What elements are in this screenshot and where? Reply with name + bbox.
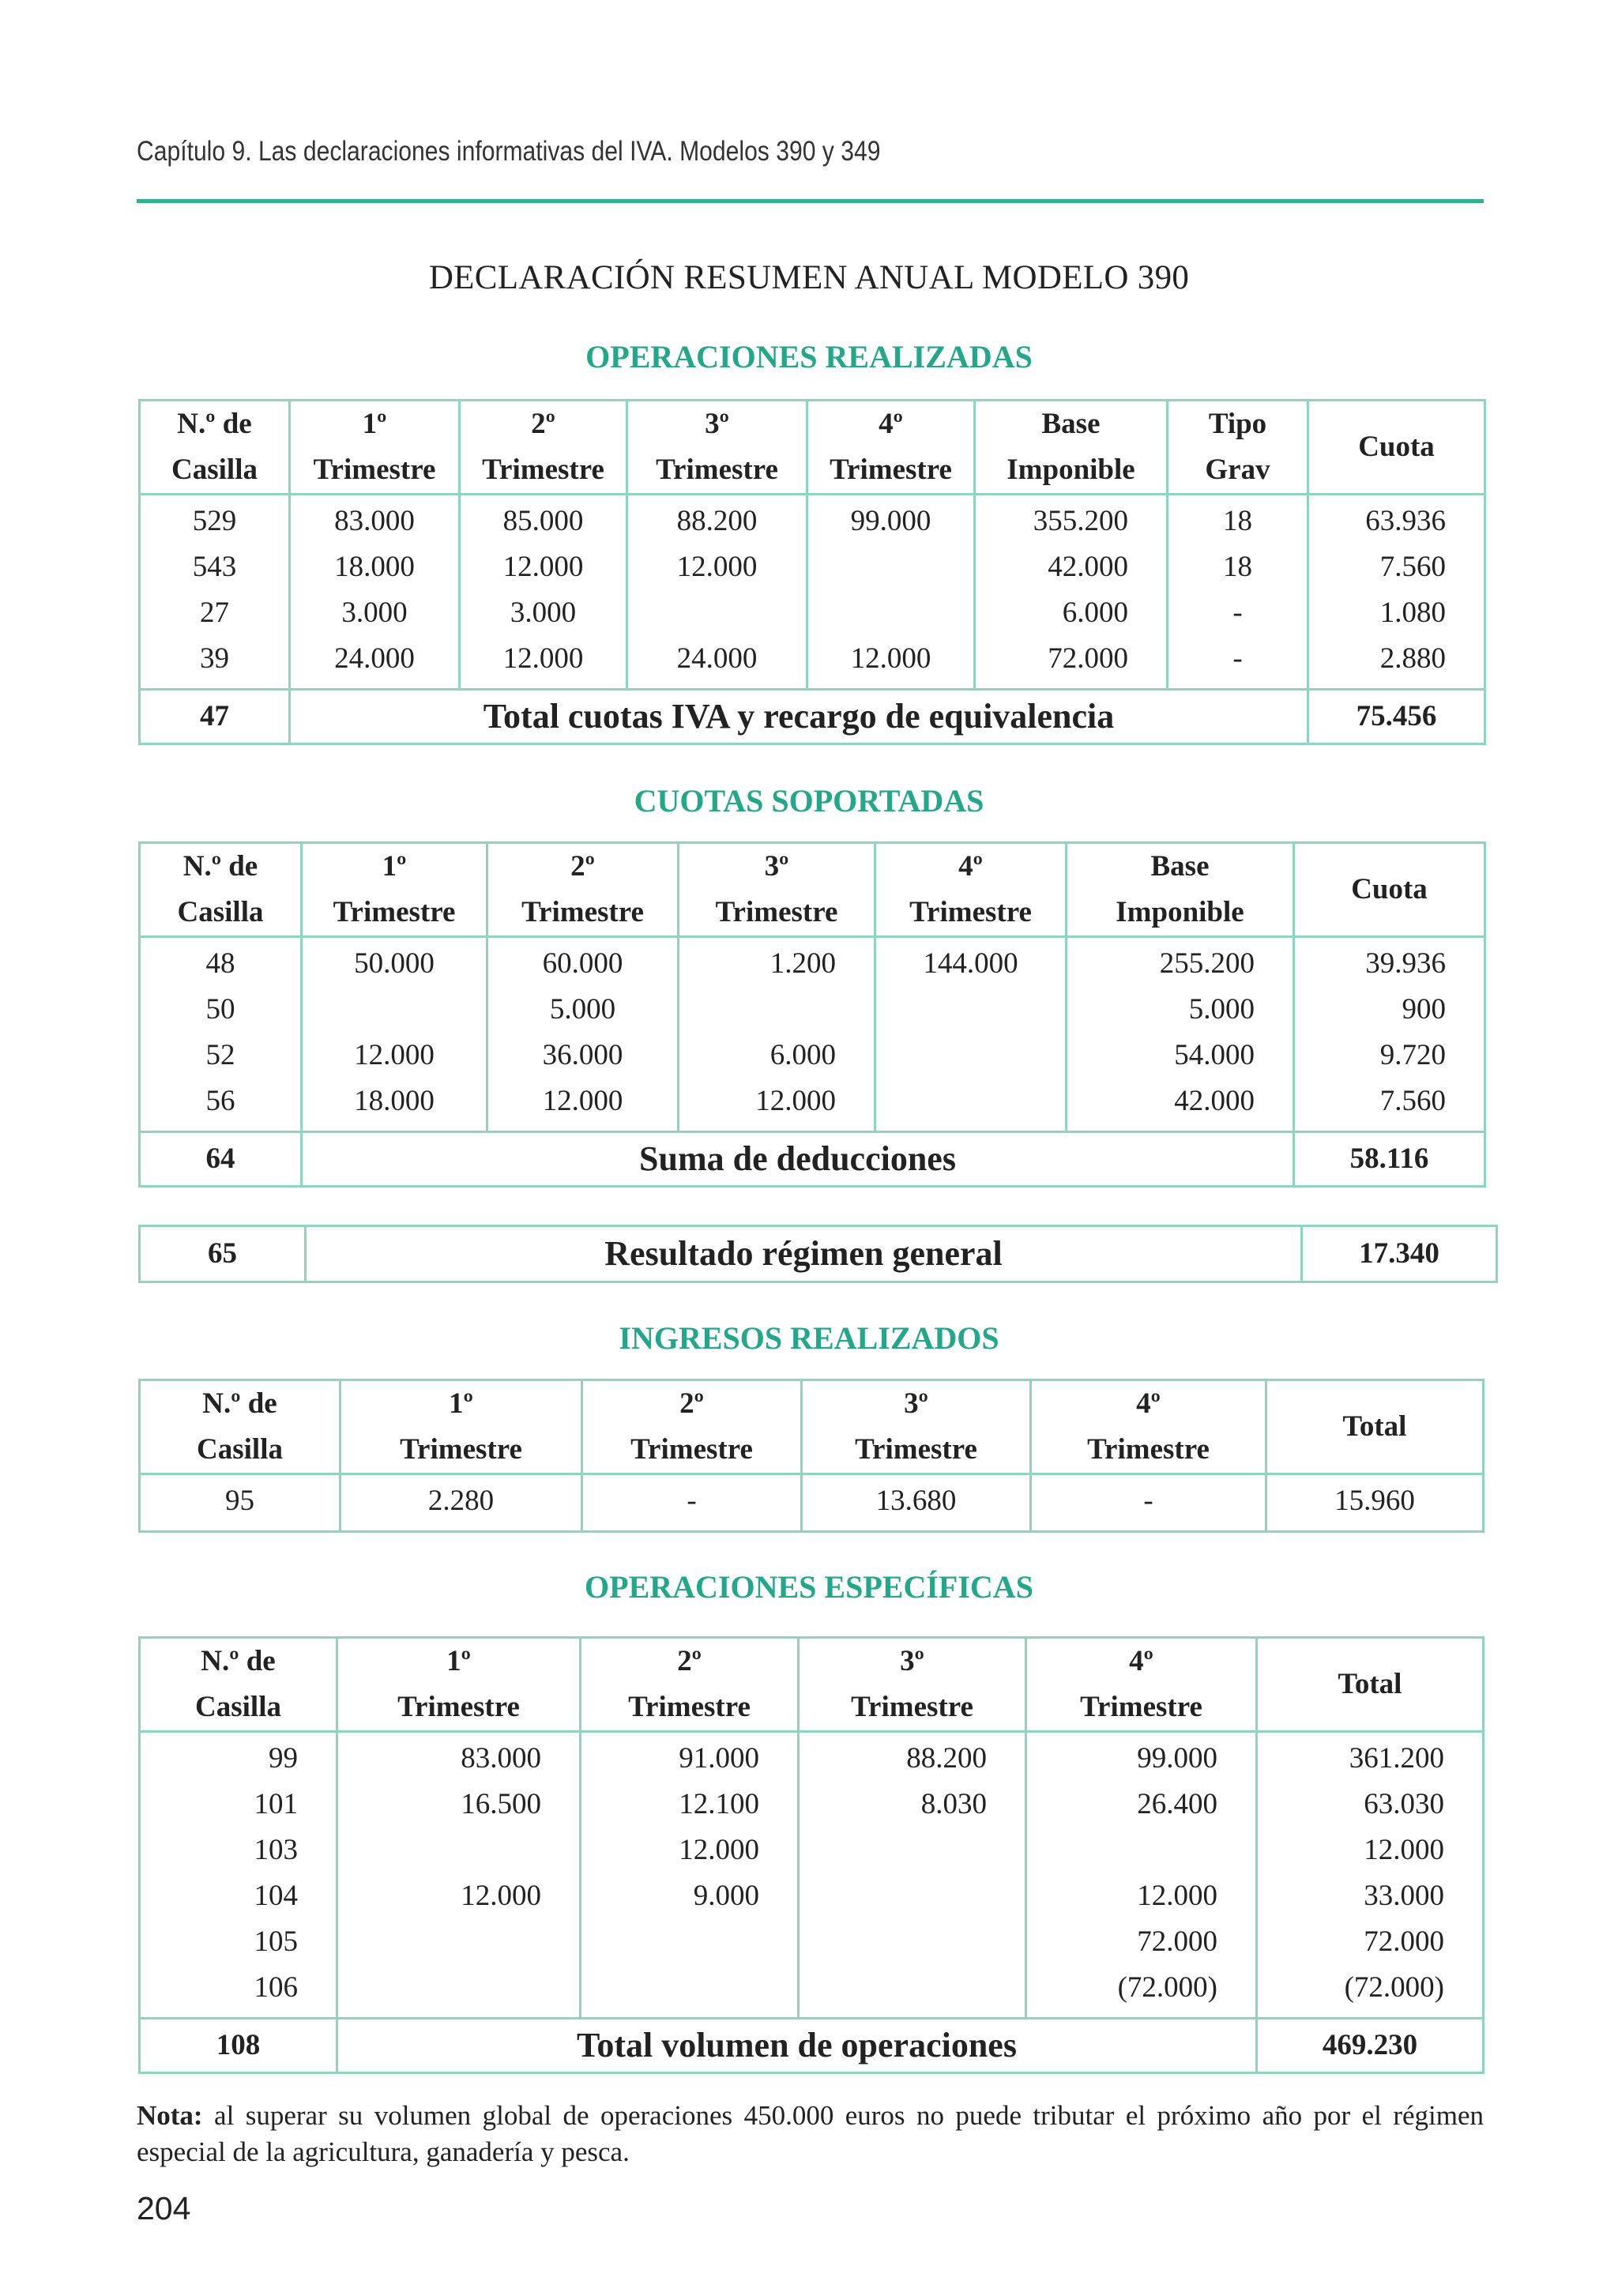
table-cell bbox=[799, 1965, 1026, 2019]
table-cell: 18.000 bbox=[302, 1078, 487, 1132]
table-cell bbox=[799, 1827, 1026, 1873]
column-header bbox=[140, 843, 302, 937]
page-number: 204 bbox=[137, 2190, 191, 2226]
table-cell: 95 bbox=[140, 1474, 341, 1532]
table-cell: 12.000 bbox=[337, 1873, 581, 1919]
table-cell bbox=[1026, 1827, 1257, 1873]
table-cell: 56 bbox=[140, 1078, 302, 1132]
table-cell bbox=[337, 1919, 581, 1965]
column-header-line: Trimestre bbox=[400, 1433, 522, 1466]
column-header bbox=[679, 843, 875, 937]
table-cell: 99.000 bbox=[807, 495, 975, 545]
table-cell: 18.000 bbox=[290, 544, 460, 590]
table-cell: 83.000 bbox=[290, 495, 460, 545]
column-header-line: 3º bbox=[900, 1645, 924, 1677]
column-header-line: Trimestre bbox=[830, 454, 952, 486]
table-cell bbox=[807, 590, 975, 636]
table-cell: 12.000 bbox=[487, 1078, 679, 1132]
table-cell: 6.000 bbox=[975, 590, 1168, 636]
column-header-line: Grav bbox=[1205, 454, 1270, 486]
resultado-regimen-general-box bbox=[138, 1225, 1498, 1283]
column-header bbox=[140, 401, 290, 495]
column-header-line: N.º de bbox=[182, 850, 258, 883]
column-header bbox=[802, 1380, 1031, 1474]
column-header-line: 3º bbox=[904, 1387, 928, 1420]
column-header-line: 4º bbox=[879, 408, 903, 440]
column-header-line: Casilla bbox=[195, 1691, 281, 1723]
total-value: 469.230 bbox=[1257, 2019, 1484, 2073]
column-header-line: Trimestre bbox=[851, 1691, 973, 1723]
document-title: DECLARACIÓN RESUMEN ANUAL MODELO 390 bbox=[428, 259, 1190, 296]
column-header-line: 4º bbox=[958, 850, 983, 883]
table-row bbox=[140, 1078, 1485, 1132]
header-rule bbox=[137, 199, 1484, 203]
column-header bbox=[1031, 1380, 1266, 1474]
table-row bbox=[140, 590, 1485, 636]
table-cell: 255.200 bbox=[1067, 937, 1294, 988]
column-header-line: Base bbox=[1150, 850, 1210, 883]
table-cell bbox=[875, 1033, 1067, 1078]
column-header bbox=[1026, 1638, 1257, 1732]
table-cell: 99 bbox=[140, 1732, 337, 1782]
table-cell: 12.000 bbox=[1026, 1873, 1257, 1919]
table-cell: 2.280 bbox=[341, 1474, 582, 1532]
table-cell: 36.000 bbox=[487, 1033, 679, 1078]
column-header bbox=[1308, 401, 1485, 495]
column-header bbox=[290, 401, 460, 495]
table-cell: 12.000 bbox=[460, 544, 627, 590]
table-cell: 39 bbox=[140, 636, 290, 690]
table-cell: 5.000 bbox=[487, 987, 679, 1033]
column-header-line: Cuota bbox=[1358, 431, 1435, 463]
table-row bbox=[140, 1033, 1485, 1078]
column-header-line: 4º bbox=[1136, 1387, 1161, 1420]
table-cell: 12.100 bbox=[581, 1782, 799, 1827]
total-label: Suma de deducciones bbox=[302, 1132, 1294, 1187]
table-cell: 72.000 bbox=[1026, 1919, 1257, 1965]
table-row bbox=[140, 1782, 1484, 1827]
column-header-line: 1º bbox=[382, 850, 407, 883]
table-cell bbox=[799, 1873, 1026, 1919]
table-cell bbox=[581, 1919, 799, 1965]
section-title-ingresos-realizados: INGRESOS REALIZADOS bbox=[619, 1320, 999, 1356]
column-header-line: 3º bbox=[705, 408, 729, 440]
column-header-line: Base bbox=[1041, 408, 1101, 440]
column-header-line: Casilla bbox=[197, 1433, 283, 1466]
column-header bbox=[302, 843, 487, 937]
column-header-line: 1º bbox=[446, 1645, 471, 1677]
column-header-line: Trimestre bbox=[333, 896, 456, 928]
column-header bbox=[1266, 1380, 1484, 1474]
table-cell: 27 bbox=[140, 590, 290, 636]
table-cell: 355.200 bbox=[975, 495, 1168, 545]
table-cell: 24.000 bbox=[627, 636, 807, 690]
operaciones-especificas-table bbox=[138, 1636, 1484, 2074]
column-header-line: 2º bbox=[679, 1387, 704, 1420]
column-header bbox=[140, 1380, 341, 1474]
table-cell: 72.000 bbox=[975, 636, 1168, 690]
table-cell: 63.030 bbox=[1257, 1782, 1484, 1827]
table-cell bbox=[807, 544, 975, 590]
column-header-line: 1º bbox=[449, 1387, 473, 1420]
column-header-line: 3º bbox=[764, 850, 789, 883]
table-cell: 9.720 bbox=[1294, 1033, 1485, 1078]
section-title-operaciones-realizadas: OPERACIONES REALIZADAS bbox=[585, 339, 1033, 375]
table-cell: 900 bbox=[1294, 987, 1485, 1033]
column-header-line: Casilla bbox=[177, 896, 264, 928]
table-row bbox=[140, 1873, 1484, 1919]
column-header-line: Trimestre bbox=[1087, 1433, 1210, 1466]
table-cell: 2.880 bbox=[1308, 636, 1485, 690]
column-header-line: 2º bbox=[531, 408, 555, 440]
column-header-line: Trimestre bbox=[521, 896, 644, 928]
table-cell: 72.000 bbox=[1257, 1919, 1484, 1965]
table-cell: 105 bbox=[140, 1919, 337, 1965]
header-row bbox=[140, 1638, 1484, 1732]
column-header bbox=[337, 1638, 581, 1732]
table-cell bbox=[581, 1965, 799, 2019]
table-cell: 42.000 bbox=[1067, 1078, 1294, 1132]
header-row bbox=[140, 401, 1485, 495]
column-header bbox=[460, 401, 627, 495]
operaciones-realizadas-table bbox=[138, 399, 1486, 745]
column-header bbox=[875, 843, 1067, 937]
column-header bbox=[1067, 843, 1294, 937]
table-row bbox=[140, 495, 1485, 545]
note-text: al superar su volumen global de operaciones 450.000 euros no puede tributar el próximo año por el régimen especial de la agricultura, ganadería y pesca. bbox=[137, 2100, 1484, 2167]
table-cell: 529 bbox=[140, 495, 290, 545]
table-cell bbox=[302, 987, 487, 1033]
running-header: Capítulo 9. Las declaraciones informativas del IVA. Modelos 390 y 349 bbox=[137, 136, 881, 167]
column-header bbox=[1168, 401, 1308, 495]
table-cell: 106 bbox=[140, 1965, 337, 2019]
table-cell: 50 bbox=[140, 987, 302, 1033]
table-cell: 3.000 bbox=[460, 590, 627, 636]
table-cell: 42.000 bbox=[975, 544, 1168, 590]
table-cell bbox=[627, 590, 807, 636]
column-header-line: N.º de bbox=[177, 408, 252, 440]
column-header-line: 2º bbox=[570, 850, 595, 883]
table-cell: 144.000 bbox=[875, 937, 1067, 988]
column-header-line: 4º bbox=[1129, 1645, 1153, 1677]
table-cell: 39.936 bbox=[1294, 937, 1485, 988]
total-casilla: 64 bbox=[140, 1132, 302, 1187]
cuotas-soportadas-table bbox=[138, 841, 1486, 1188]
section-title-cuotas-soportadas: CUOTAS SOPORTADAS bbox=[634, 783, 984, 819]
table-cell: 91.000 bbox=[581, 1732, 799, 1782]
table-cell: 12.000 bbox=[1257, 1827, 1484, 1873]
column-header-line: 2º bbox=[677, 1645, 702, 1677]
column-header-line: Tipo bbox=[1208, 408, 1267, 440]
column-header-line: Imponible bbox=[1116, 896, 1244, 928]
table-cell: 6.000 bbox=[679, 1033, 875, 1078]
total-row bbox=[140, 1132, 1485, 1187]
table-cell: - bbox=[1031, 1474, 1266, 1532]
total-casilla: 47 bbox=[140, 690, 290, 744]
table-cell: 104 bbox=[140, 1873, 337, 1919]
table-cell: 83.000 bbox=[337, 1732, 581, 1782]
table-row bbox=[140, 636, 1485, 690]
table-cell: 9.000 bbox=[581, 1873, 799, 1919]
column-header bbox=[1294, 843, 1485, 937]
total-row bbox=[140, 690, 1485, 744]
column-header-line: Total bbox=[1338, 1668, 1402, 1700]
header-row bbox=[140, 843, 1485, 937]
ingresos-realizados-table bbox=[138, 1379, 1484, 1533]
total-row bbox=[140, 2019, 1484, 2073]
table-row bbox=[140, 1827, 1484, 1873]
table-row bbox=[140, 1474, 1484, 1532]
table-cell: 7.560 bbox=[1294, 1078, 1485, 1132]
column-header-line: Trimestre bbox=[313, 454, 436, 486]
table-cell: 63.936 bbox=[1308, 495, 1485, 545]
column-header bbox=[807, 401, 975, 495]
table-cell: 88.200 bbox=[627, 495, 807, 545]
table-cell: 3.000 bbox=[290, 590, 460, 636]
table-cell: 99.000 bbox=[1026, 1732, 1257, 1782]
column-header bbox=[1257, 1638, 1484, 1732]
column-header bbox=[487, 843, 679, 937]
table-cell bbox=[337, 1965, 581, 2019]
column-header-line: Trimestre bbox=[1080, 1691, 1202, 1723]
column-header bbox=[975, 401, 1168, 495]
column-header-line: Trimestre bbox=[630, 1433, 753, 1466]
table-cell: 54.000 bbox=[1067, 1033, 1294, 1078]
table-cell: 18 bbox=[1168, 544, 1308, 590]
table-cell: 24.000 bbox=[290, 636, 460, 690]
table-cell: 33.000 bbox=[1257, 1873, 1484, 1919]
table-row bbox=[140, 1732, 1484, 1782]
column-header bbox=[627, 401, 807, 495]
table-cell bbox=[679, 987, 875, 1033]
table-cell: 60.000 bbox=[487, 937, 679, 988]
table-row bbox=[140, 937, 1485, 988]
total-value: 75.456 bbox=[1308, 690, 1485, 744]
column-header-line: Trimestre bbox=[909, 896, 1032, 928]
table-cell: 18 bbox=[1168, 495, 1308, 545]
table-row bbox=[140, 987, 1485, 1033]
table-cell bbox=[337, 1827, 581, 1873]
resultado-value: 17.340 bbox=[1302, 1226, 1497, 1282]
table-cell: 5.000 bbox=[1067, 987, 1294, 1033]
table-cell: - bbox=[582, 1474, 802, 1532]
table-cell: 1.080 bbox=[1308, 590, 1485, 636]
column-header-line: Imponible bbox=[1007, 454, 1135, 486]
note-label: Nota: bbox=[137, 2100, 203, 2131]
column-header-line: Trimestre bbox=[715, 896, 838, 928]
table-cell: 48 bbox=[140, 937, 302, 988]
column-header bbox=[582, 1380, 802, 1474]
section-title-operaciones-especificas: OPERACIONES ESPECÍFICAS bbox=[585, 1569, 1033, 1605]
table-cell: 12.000 bbox=[302, 1033, 487, 1078]
column-header-line: 1º bbox=[362, 408, 387, 440]
table-cell: 101 bbox=[140, 1782, 337, 1827]
table-row bbox=[140, 544, 1485, 590]
table-cell: 26.400 bbox=[1026, 1782, 1257, 1827]
table-cell: 103 bbox=[140, 1827, 337, 1873]
total-casilla: 108 bbox=[140, 2019, 337, 2073]
column-header bbox=[581, 1638, 799, 1732]
column-header-line: Total bbox=[1342, 1410, 1407, 1443]
table-cell: - bbox=[1168, 590, 1308, 636]
table-cell: 13.680 bbox=[802, 1474, 1031, 1532]
table-cell bbox=[875, 987, 1067, 1033]
table-cell: 8.030 bbox=[799, 1782, 1026, 1827]
total-label: Total cuotas IVA y recargo de equivalencia bbox=[290, 690, 1308, 744]
table-cell: 16.500 bbox=[337, 1782, 581, 1827]
table-cell: - bbox=[1168, 636, 1308, 690]
table-row bbox=[140, 1965, 1484, 2019]
table-cell: 12.000 bbox=[627, 544, 807, 590]
table-cell: 361.200 bbox=[1257, 1732, 1484, 1782]
table-cell: 50.000 bbox=[302, 937, 487, 988]
table-cell bbox=[875, 1078, 1067, 1132]
table-cell bbox=[799, 1919, 1026, 1965]
table-row bbox=[140, 1919, 1484, 1965]
table-cell: (72.000) bbox=[1257, 1965, 1484, 2019]
total-label: Total volumen de operaciones bbox=[337, 2019, 1257, 2073]
column-header-line: Trimestre bbox=[482, 454, 604, 486]
column-header-line: Trimestre bbox=[397, 1691, 520, 1723]
table-cell: 12.000 bbox=[679, 1078, 875, 1132]
resultado-casilla: 65 bbox=[140, 1226, 306, 1282]
column-header bbox=[140, 1638, 337, 1732]
table-cell: 12.000 bbox=[460, 636, 627, 690]
table-cell: 12.000 bbox=[807, 636, 975, 690]
table-cell: 85.000 bbox=[460, 495, 627, 545]
table-cell: 543 bbox=[140, 544, 290, 590]
table-cell: (72.000) bbox=[1026, 1965, 1257, 2019]
table-cell: 88.200 bbox=[799, 1732, 1026, 1782]
table-cell: 1.200 bbox=[679, 937, 875, 988]
column-header-line: N.º de bbox=[202, 1387, 277, 1420]
column-header bbox=[341, 1380, 582, 1474]
table-cell: 7.560 bbox=[1308, 544, 1485, 590]
table-cell: 12.000 bbox=[581, 1827, 799, 1873]
note bbox=[137, 2098, 1484, 2170]
resultado-label: Resultado régimen general bbox=[306, 1226, 1302, 1282]
header-row bbox=[140, 1380, 1484, 1474]
column-header-line: Trimestre bbox=[855, 1433, 977, 1466]
column-header-line: Trimestre bbox=[656, 454, 778, 486]
table-cell: 15.960 bbox=[1266, 1474, 1484, 1532]
total-value: 58.116 bbox=[1294, 1132, 1485, 1187]
table-cell: 52 bbox=[140, 1033, 302, 1078]
column-header-line: Trimestre bbox=[628, 1691, 751, 1723]
column-header bbox=[799, 1638, 1026, 1732]
column-header-line: Casilla bbox=[171, 454, 258, 486]
column-header-line: Cuota bbox=[1351, 873, 1428, 905]
column-header-line: N.º de bbox=[201, 1645, 276, 1677]
